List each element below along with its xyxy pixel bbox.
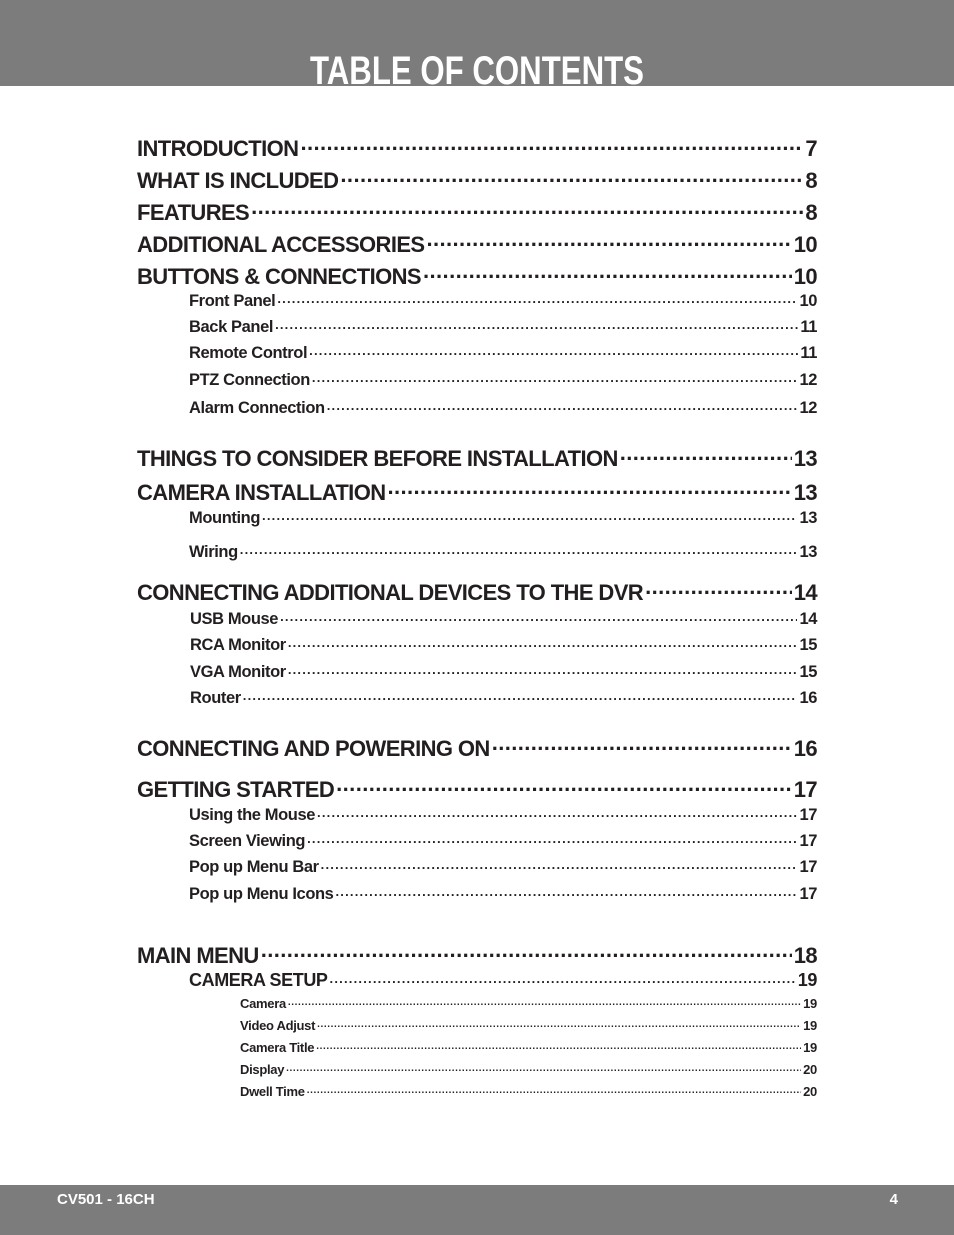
toc-entry-page: 13 xyxy=(793,480,817,505)
toc-entry-using-the-mouse[interactable] xyxy=(189,800,817,822)
toc-leader-dots xyxy=(645,572,792,600)
toc-entry-label: Wiring xyxy=(189,543,238,561)
toc-entry-page: 15 xyxy=(799,636,817,654)
toc-entry-label: Pop up Menu Bar xyxy=(189,858,319,876)
toc-entry-page: 11 xyxy=(800,344,817,362)
toc-entry-page: 19 xyxy=(803,1040,817,1055)
toc-entry-label: INTRODUCTION xyxy=(137,136,299,161)
toc-leader-dots xyxy=(288,992,801,1008)
toc-entry-label: Dwell Time xyxy=(240,1084,305,1099)
toc-entry-usb-mouse[interactable] xyxy=(190,604,817,626)
footer-model-name: CV501 - 16CH xyxy=(57,1191,155,1208)
toc-entry-label: CONNECTING ADDITIONAL DEVICES TO THE DVR xyxy=(137,580,644,605)
toc-entry-alarm-connection[interactable] xyxy=(189,393,817,415)
toc-leader-dots xyxy=(251,192,803,220)
toc-entry-vga-monitor[interactable] xyxy=(190,657,817,679)
toc-leader-dots xyxy=(240,537,798,557)
toc-entry-camera-installation[interactable] xyxy=(137,472,817,505)
toc-leader-dots xyxy=(275,312,798,332)
toc-entry-features[interactable] xyxy=(137,192,817,225)
toc-entry-label: USB Mouse xyxy=(190,610,279,628)
toc-entry-label: Alarm Connection xyxy=(189,399,325,417)
toc-entry-page: 17 xyxy=(799,832,817,850)
toc-entry-getting-started[interactable] xyxy=(137,769,817,802)
toc-entry-what-is-included[interactable] xyxy=(137,160,817,193)
toc-leader-dots xyxy=(309,338,798,358)
toc-entry-label: MAIN MENU xyxy=(137,943,259,968)
toc-entry-page: 16 xyxy=(799,689,817,707)
toc-entry-wiring[interactable] xyxy=(189,537,817,559)
toc-entry-ptz-connection[interactable] xyxy=(189,365,817,387)
toc-entry-page: 17 xyxy=(799,885,817,903)
toc-entry-label: Pop up Menu Icons xyxy=(189,885,334,903)
toc-leader-dots xyxy=(335,879,797,899)
toc-entry-label: VGA Monitor xyxy=(190,663,286,681)
toc-leader-dots xyxy=(243,683,798,703)
toc-leader-dots xyxy=(300,128,803,156)
toc-leader-dots xyxy=(321,852,798,872)
toc-entry-label: GETTING STARTED xyxy=(137,777,335,802)
toc-leader-dots xyxy=(340,160,803,188)
toc-leader-dots xyxy=(317,800,797,820)
toc-entry-page: 15 xyxy=(799,663,817,681)
toc-entry-rca-monitor[interactable] xyxy=(190,630,817,652)
toc-leader-dots xyxy=(288,630,798,650)
toc-entry-introduction[interactable] xyxy=(137,128,817,161)
toc-entry-page: 20 xyxy=(803,1062,817,1077)
toc-leader-dots xyxy=(277,286,797,306)
toc-entry-page: 8 xyxy=(805,168,817,193)
toc-entry-pop-up-menu-icons[interactable] xyxy=(189,879,817,901)
toc-entry-page: 10 xyxy=(793,232,817,257)
toc-entry-page: 14 xyxy=(799,610,817,628)
toc-entry-label: PTZ Connection xyxy=(189,371,310,389)
toc-entry-camera-title[interactable] xyxy=(240,1036,817,1054)
toc-entry-back-panel[interactable] xyxy=(189,312,817,334)
toc-entry-label: RCA Monitor xyxy=(190,636,286,654)
toc-entry-page: 13 xyxy=(793,446,817,471)
toc-entry-label: Video Adjust xyxy=(240,1018,316,1033)
toc-entry-connecting-additional-devices[interactable] xyxy=(137,572,817,605)
toc-entry-remote-control[interactable] xyxy=(189,338,817,360)
toc-leader-dots xyxy=(286,1058,801,1074)
toc-entry-label: CAMERA SETUP xyxy=(189,970,328,990)
toc-entry-page: 8 xyxy=(805,200,817,225)
footer-page-number: 4 xyxy=(889,1191,898,1208)
toc-entry-label: Display xyxy=(240,1062,285,1077)
toc-entry-page: 13 xyxy=(799,509,817,527)
toc-entry-label: FEATURES xyxy=(137,200,250,225)
toc-leader-dots xyxy=(262,503,797,523)
toc-entry-label: THINGS TO CONSIDER BEFORE INSTALLATION xyxy=(137,446,618,471)
toc-leader-dots xyxy=(317,1014,801,1030)
toc-entry-label: Back Panel xyxy=(189,318,274,336)
toc-entry-page: 19 xyxy=(803,1018,817,1033)
toc-entry-page: 12 xyxy=(799,371,817,389)
toc-entry-additional-accessories[interactable] xyxy=(137,224,817,257)
toc-leader-dots xyxy=(327,393,798,413)
toc-entry-front-panel[interactable] xyxy=(189,286,817,308)
toc-entry-page: 10 xyxy=(793,264,817,289)
toc-entry-page: 17 xyxy=(799,858,817,876)
toc-leader-dots xyxy=(336,769,792,797)
toc-entry-label: Camera xyxy=(240,996,286,1011)
page-title: TABLE OF CONTENTS xyxy=(310,49,644,93)
toc-entry-page: 19 xyxy=(797,970,817,990)
toc-entry-page: 12 xyxy=(799,399,817,417)
toc-leader-dots xyxy=(288,657,798,677)
toc-entry-page: 17 xyxy=(799,806,817,824)
toc-entry-label: Front Panel xyxy=(189,292,276,310)
toc-entry-label: BUTTONS & CONNECTIONS xyxy=(137,264,422,289)
toc-entry-label: ADDITIONAL ACCESSORIES xyxy=(137,232,425,257)
toc-entry-label: Router xyxy=(190,689,241,707)
toc-leader-dots xyxy=(330,966,796,986)
toc-leader-dots xyxy=(492,728,792,756)
toc-entry-page: 20 xyxy=(803,1084,817,1099)
toc-entry-label: WHAT IS INCLUDED xyxy=(137,168,339,193)
toc-leader-dots xyxy=(423,256,792,284)
toc-entry-label: CAMERA INSTALLATION xyxy=(137,480,386,505)
toc-entry-router[interactable] xyxy=(190,683,817,705)
toc-entry-pop-up-menu-bar[interactable] xyxy=(189,852,817,874)
toc-entry-camera[interactable] xyxy=(240,992,817,1010)
toc-entry-label: CONNECTING AND POWERING ON xyxy=(137,736,490,761)
toc-entry-label: Using the Mouse xyxy=(189,806,316,824)
toc-leader-dots xyxy=(620,438,792,466)
toc-entry-page: 16 xyxy=(793,736,817,761)
toc-leader-dots xyxy=(280,604,797,624)
toc-entry-camera-setup[interactable] xyxy=(189,966,817,988)
toc-entry-screen-viewing[interactable] xyxy=(189,826,817,848)
toc-leader-dots xyxy=(307,826,797,846)
toc-entry-page: 7 xyxy=(805,136,817,161)
toc-leader-dots xyxy=(316,1036,801,1052)
toc-entry-main-menu[interactable] xyxy=(137,935,817,968)
toc-leader-dots xyxy=(261,935,792,963)
toc-entry-page: 18 xyxy=(793,943,817,968)
toc-leader-dots xyxy=(307,1080,801,1096)
toc-entry-label: Screen Viewing xyxy=(189,832,306,850)
toc-entry-buttons-connections[interactable] xyxy=(137,256,817,289)
toc-leader-dots xyxy=(312,365,798,385)
toc-entry-label: Mounting xyxy=(189,509,261,527)
toc-entry-dwell-time[interactable] xyxy=(240,1080,817,1098)
toc-leader-dots xyxy=(388,472,792,500)
toc-entry-page: 19 xyxy=(803,996,817,1011)
toc-leader-dots xyxy=(427,224,792,252)
toc-entry-mounting[interactable] xyxy=(189,503,817,525)
toc-entry-page: 11 xyxy=(800,318,817,336)
toc-entry-page: 10 xyxy=(799,292,817,310)
toc-entry-page: 13 xyxy=(799,543,817,561)
toc-entry-things-to-consider[interactable] xyxy=(137,438,817,471)
toc-entry-page: 14 xyxy=(793,580,817,605)
toc-entry-video-adjust[interactable] xyxy=(240,1014,817,1032)
toc-entry-label: Camera Title xyxy=(240,1040,315,1055)
toc-entry-display[interactable] xyxy=(240,1058,817,1076)
toc-entry-page: 17 xyxy=(793,777,817,802)
toc-entry-label: Remote Control xyxy=(189,344,308,362)
toc-entry-connecting-and-powering-on[interactable] xyxy=(137,728,817,761)
